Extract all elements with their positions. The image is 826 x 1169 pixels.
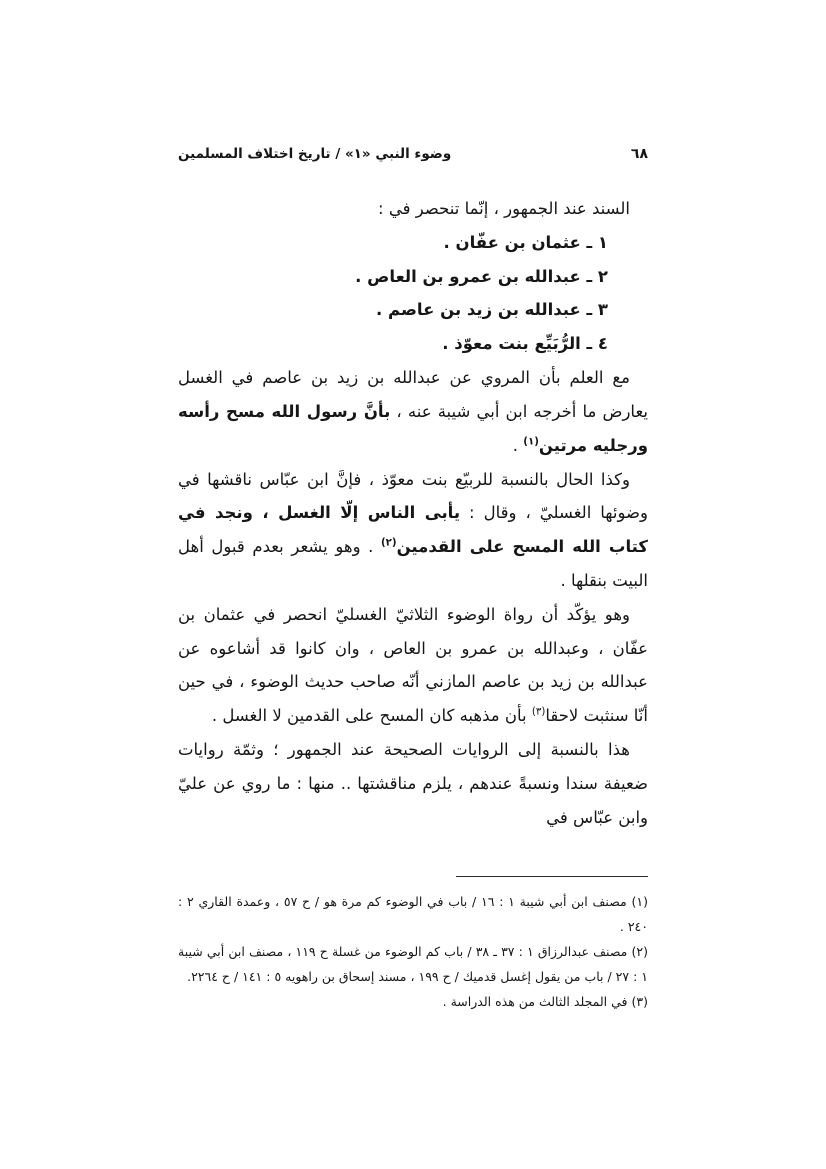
paragraph-final: هذا بالنسبة إلى الروايات الصحيحة عند الجمهور ؛ وثمّة روايات ضعيفة سندا ونسبةً عندهم ، يلزم مناقشتها .. منها : ما روي عن عليّ وابن عبّاس في bbox=[178, 740, 648, 827]
list-item-abdullah-zayd: ٣ ـ عبدالله بن زيد بن عاصم . bbox=[376, 300, 608, 320]
list-item-abdullah-amr: ٢ ـ عبدالله بن عمرو بن العاص . bbox=[355, 266, 608, 286]
footnotes-section bbox=[178, 876, 648, 1014]
footnote-marker-1: (١) bbox=[523, 436, 539, 448]
footnote-3: (٣) في المجلد الثالث من هذه الدراسة . bbox=[442, 994, 648, 1010]
bold-quote: بأنَّ رسول الله مسح رأسه ورجليه مرتين bbox=[178, 401, 648, 455]
footnote-1: (١) مصنف ابن أبي شيبة ١ : ١٦ / باب في الوضوء كم مرة هو / ح ٥٧ ، وعمدة القاري ٢ : ٢٤٠ . bbox=[178, 894, 648, 935]
paragraph-rubayyi bbox=[178, 463, 648, 598]
list-item-rubayyi: ٤ ـ الرُّبَيِّع بنت معوّذ . bbox=[442, 334, 608, 354]
text-segment: وكذا الحال بالنسبة للربيّع بنت معوّذ ، فإنَّ ابن عبّاس ناقشها في وضوئها الغسليّ ، وقال : bbox=[178, 469, 648, 523]
paragraph-ibn-zayd bbox=[178, 361, 648, 462]
text-segment: بأن مذهبه كان المسح على القدمين لا الغسل . bbox=[211, 706, 532, 726]
list-item-uthman: ١ ـ عثمان بن عفّان . bbox=[443, 232, 608, 252]
footnote-2: (٢) مصنف عبدالرزاق ١ : ٣٧ ـ ٣٨ / باب كم الوضوء من غسلة ح ١١٩ ، مصنف ابن أبي شيبة ١ : ٢٧ / باب من يقول إغسل قدميك / ح ١٩٩ ، مسند إسحاق بن راهويه ٥ : ١٤١ / ح ٢٢٦٤. bbox=[178, 944, 648, 985]
text-block bbox=[178, 146, 648, 1014]
paragraph-confirm bbox=[178, 598, 648, 733]
page-body bbox=[178, 192, 648, 834]
footnote-separator bbox=[456, 876, 648, 877]
running-title: وضوء النبي «١» / تاريخ اختلاف المسلمين bbox=[178, 146, 452, 162]
bold-quote: يأبى الناس إلّا الغسل ، ونجد في كتاب الله المسح على القدمين bbox=[178, 503, 649, 557]
text-segment: وهو يؤكّد أن رواة الوضوء الثلاثيّ الغسليّ انحصر في عثمان بن عفّان ، وعبدالله بن عمرو بن العاص ، وان كانوا قد أشاعوه عن عبدالله بن زيد بن عاصم المازني أنّه صاحب حديث الوضوء ، في حين أنّا سنثبت لاحقا bbox=[178, 604, 648, 726]
footnote-marker-2: (٢) bbox=[380, 537, 397, 549]
paragraph-intro: السند عند الجمهور ، إنّما تنحصر في : bbox=[378, 199, 630, 218]
footnote-marker-3: (٣) bbox=[531, 706, 546, 718]
page-header bbox=[178, 146, 648, 162]
text-segment: . bbox=[512, 435, 524, 455]
text-segment: . وهو يشعر بعدم قبول أهل البيت بنقلها . bbox=[178, 537, 648, 590]
text-segment: مع العلم بأن المروي عن عبدالله بن زيد بن عاصم في الغسل يعارض ما أخرجه ابن أبي شيبة عنه ، bbox=[178, 368, 648, 421]
page-number: ٦٨ bbox=[630, 146, 648, 162]
